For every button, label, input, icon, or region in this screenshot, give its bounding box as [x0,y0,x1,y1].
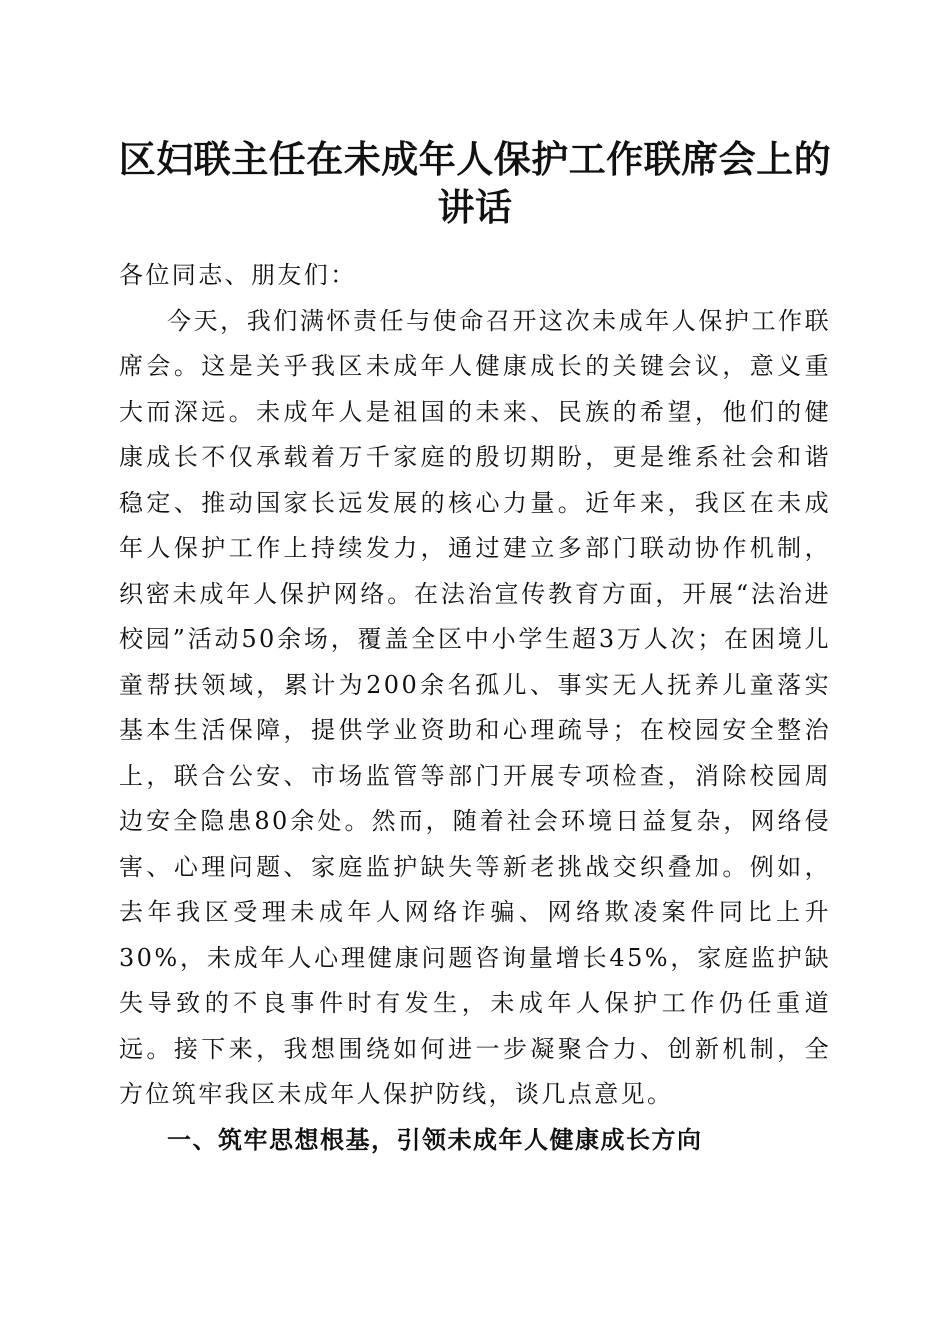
section-heading-1: 一、筑牢思想根基，引领未成年人健康成长方向 [167,1125,703,1154]
salutation: 各位同志、朋友们： [119,261,357,289]
opening-paragraph: 今天，我们满怀责任与使命召开这次未成年人保护工作联席会。这是关乎我区未成年人健康成长的关键会议，意义重大而深远。未成年人是祖国的未来、民族的希望，他们的健康成长不仅承载着万千家庭的殷切期盼，更是维系社会和谐稳定、推动国家长远发展的核心力量。近年来，我区在未成年人保护工作上持续发力，通过建立多部门联动协作机制，织密未成年人保护网络。在法治宣传教育方面，开展“法治进校园”活动50余场，覆盖全区中小学生超3万人次；在困境儿童帮扶领域，累计为200余名孤儿、事实无人抚养儿童落实基本生活保障，提供学业资助和心理疏导；在校园安全整治上，联合公安、市场监管等部门开展专项检查，消除校园周边安全隐患80余处。然而，随着社会环境日益复杂，网络侵害、心理问题、家庭监护缺失等新老挑战交织叠加。例如，去年我区受理未成年人网络诈骗、网络欺凌案件同比上升30%，未成年人心理健康问题咨询量增长45%，家庭监护缺失导致的不良事件时有发生，未成年人保护工作仍任重道远。接下来，我想围绕如何进一步凝聚合力、创新机制，全方位筑牢我区未成年人保护防线，谈几点意见。 [119,306,831,1108]
document-body [119,253,831,1163]
document-title: 区妇联主任在未成年人保护工作联席会上的讲话 [118,137,832,229]
